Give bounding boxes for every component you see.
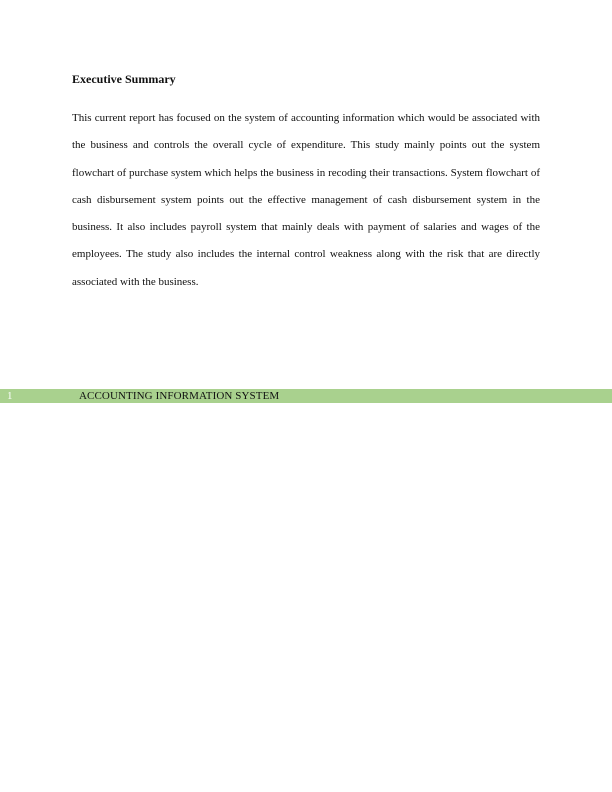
body-paragraph: This current report has focused on the system of accounting information which would be associated with the business and controls the overall cycle of expenditure. This study mainly points out the system flowchart of purchase system which helps the business in recoding their transactions. System flowchart of cash disbursement system points out the effective management of cash disbursement system in the business. It also includes payroll system that mainly deals with payment of salaries and wages of the employees. The study also includes the internal control weakness along with the risk that are directly associated with the business. xyxy=(72,112,540,288)
page-footer-bar xyxy=(0,389,612,403)
section-heading: Executive Summary xyxy=(72,72,176,86)
page-number: 1 xyxy=(7,390,13,402)
running-head: ACCOUNTING INFORMATION SYSTEM xyxy=(79,390,280,402)
